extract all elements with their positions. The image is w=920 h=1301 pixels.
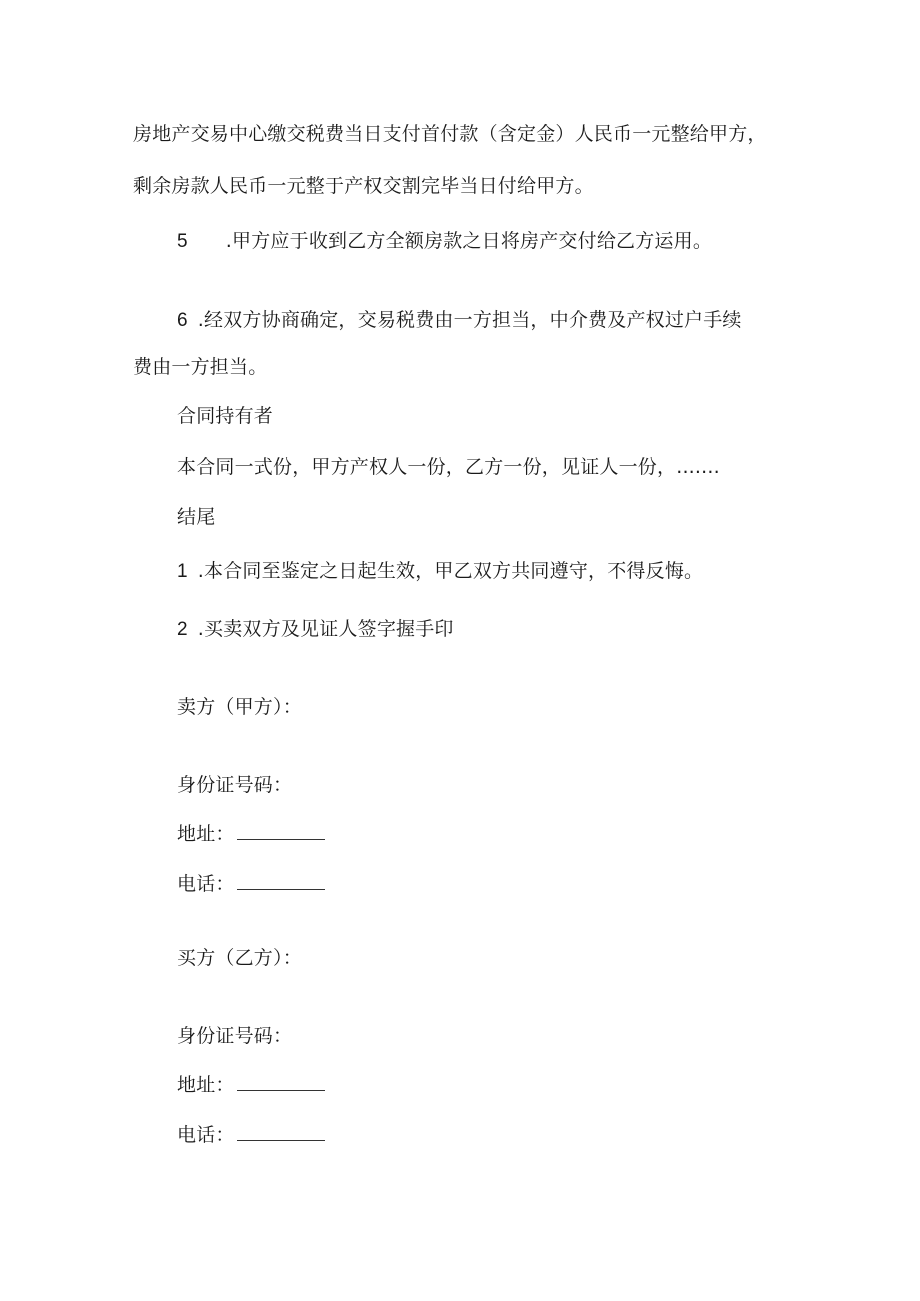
buyer-phone-label: 电话： bbox=[177, 1124, 235, 1146]
ending-item-1 bbox=[177, 559, 703, 584]
clause-6-text: .经双方协商确定，交易税费由一方担当，中介费及产权过户手续 bbox=[197, 309, 742, 331]
ending-item-1-text: .本合同至鉴定之日起生效，甲乙双方共同遵守，不得反悔。 bbox=[197, 560, 704, 582]
buyer-address-blank[interactable] bbox=[237, 1074, 325, 1091]
buyer-address bbox=[177, 1073, 325, 1097]
ending-item-2 bbox=[177, 617, 454, 642]
clause-4-line-2: 剩余房款人民币一元整于产权交割完毕当日付给甲方。 bbox=[133, 175, 594, 197]
seller-address-label: 地址： bbox=[177, 823, 235, 845]
ending-item-1-number: 1 bbox=[177, 561, 188, 582]
buyer-address-label: 地址： bbox=[177, 1074, 235, 1096]
ending-item-2-text: .买卖双方及见证人签字握手印 bbox=[197, 618, 454, 640]
clause-6 bbox=[177, 308, 742, 333]
clause-5-text: .甲方应于收到乙方全额房款之日将房产交付给乙方运用。 bbox=[225, 230, 713, 252]
clause-5 bbox=[177, 229, 712, 254]
seller-id-label: 身份证号码： bbox=[177, 774, 293, 796]
seller-label: 卖方（甲方）： bbox=[177, 696, 302, 718]
ending-item-2-number: 2 bbox=[177, 619, 188, 640]
clause-6-line-2: 费由一方担当。 bbox=[133, 356, 268, 378]
holder-text: 本合同一式份，甲方产权人一份，乙方一份，见证人一份，....... bbox=[177, 456, 720, 478]
seller-phone bbox=[177, 872, 325, 896]
seller-phone-label: 电话： bbox=[177, 873, 235, 895]
buyer-label: 买方（乙方）： bbox=[177, 947, 302, 969]
clause-4-line-1: 房地产交易中心缴交税费当日支付首付款（含定金）人民币一元整给甲方， bbox=[133, 123, 767, 145]
clause-6-number: 6 bbox=[177, 310, 188, 331]
holder-heading: 合同持有者 bbox=[177, 405, 274, 427]
buyer-phone bbox=[177, 1123, 325, 1147]
seller-phone-blank[interactable] bbox=[237, 873, 325, 890]
seller-address bbox=[177, 822, 325, 846]
buyer-id-label: 身份证号码： bbox=[177, 1025, 293, 1047]
seller-address-blank[interactable] bbox=[237, 823, 325, 840]
ending-heading: 结尾 bbox=[177, 506, 216, 528]
buyer-phone-blank[interactable] bbox=[237, 1124, 325, 1141]
clause-5-number: 5 bbox=[177, 231, 188, 252]
